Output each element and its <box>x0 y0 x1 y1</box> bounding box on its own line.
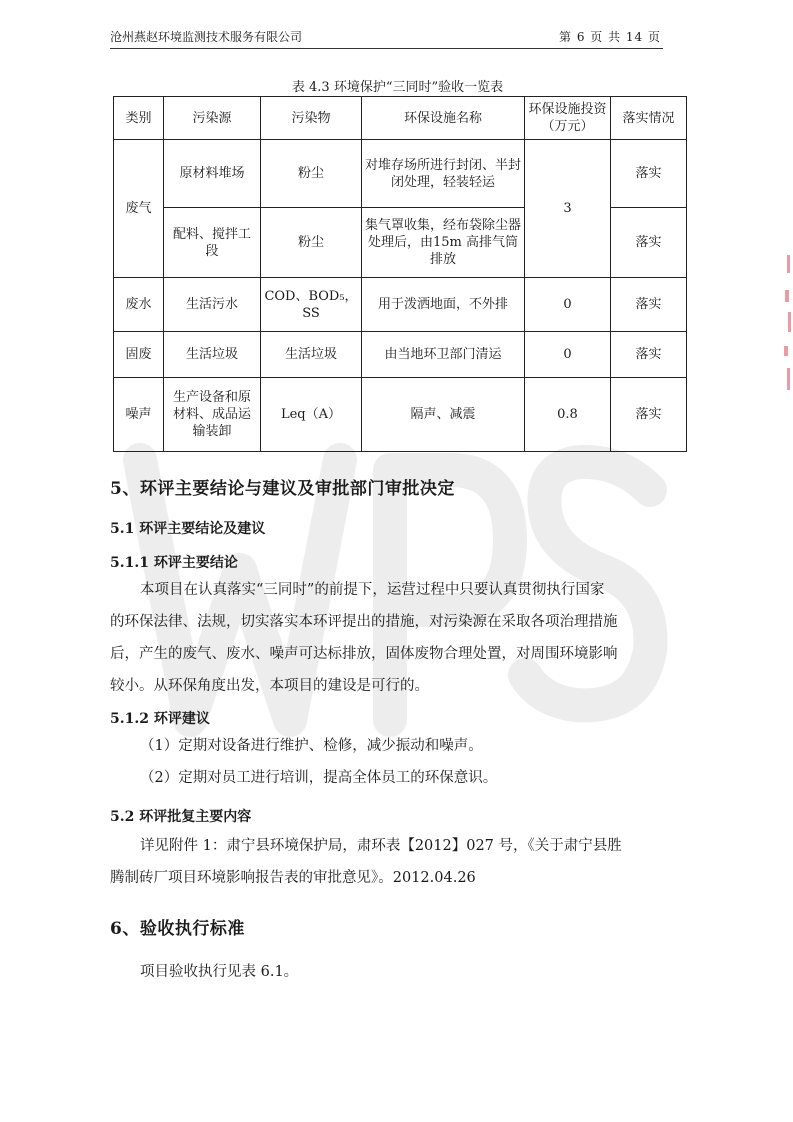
cell-pollutant: COD、BOD₅，SS <box>261 278 362 332</box>
cell-source: 生活污水 <box>164 278 261 332</box>
page-header <box>110 26 663 49</box>
section-6-title: 6、验收执行标准 <box>110 919 245 939</box>
paragraph-line: 后，产生的废气、废水、噪声可达标排放，固体废物合理处置，对周围环境影响 <box>110 646 618 662</box>
cell-category: 固废 <box>114 332 164 378</box>
section-5-1-1-title: 5.1.1 环评主要结论 <box>110 555 238 571</box>
table-row <box>114 140 687 208</box>
cell-source: 配料、搅拌工段 <box>164 208 261 278</box>
header-facility: 环保设施名称 <box>362 97 525 140</box>
cell-status: 落实 <box>611 278 687 332</box>
section-5-title: 5、环评主要结论与建议及审批部门审批决定 <box>110 479 455 499</box>
table-caption: 表 4.3 环境保护“三同时”验收一览表 <box>291 80 504 95</box>
cell-status: 落实 <box>611 208 687 278</box>
standard-paragraph <box>110 956 665 988</box>
header-investment: 环保设施投资（万元） <box>525 97 611 140</box>
cell-pollutant: 生活垃圾 <box>261 332 362 378</box>
paragraph-line: 本项目在认真落实“三同时”的前提下，运营过程中只要认真贯彻执行国家 <box>140 582 605 598</box>
table-row <box>114 278 687 332</box>
cell-category: 噪声 <box>114 378 164 452</box>
company-name: 沧州燕赵环境监测技术服务有限公司 <box>110 30 303 44</box>
cell-facility: 由当地环卫部门清运 <box>362 332 525 378</box>
cell-pollutant: Leq（A） <box>261 378 362 452</box>
cell-facility: 用于泼洒地面，不外排 <box>362 278 525 332</box>
cell-investment: 0 <box>525 332 611 378</box>
paragraph-line: 腾制砖厂项目环境影响报告表的审批意见》。2012.04.26 <box>110 870 476 886</box>
paragraph-line: 的环保法律、法规，切实落实本环评提出的措施，对污染源在采取各项治理措施 <box>110 614 618 630</box>
header-status: 落实情况 <box>611 97 687 140</box>
conclusion-paragraph <box>110 574 665 702</box>
cell-source: 生活垃圾 <box>164 332 261 378</box>
page-number: 第 6 页 共 14 页 <box>559 30 661 44</box>
table-row <box>114 378 687 452</box>
cell-source: 生产设备和原材料、成品运输装卸 <box>164 378 261 452</box>
header-source: 污染源 <box>164 97 261 140</box>
header-category: 类别 <box>114 97 164 140</box>
cell-pollutant: 粉尘 <box>261 140 362 208</box>
paragraph-line: 较小。从环保角度出发，本项目的建设是可行的。 <box>110 678 429 694</box>
table-row <box>114 332 687 378</box>
section-5-1-2-title: 5.1.2 环评建议 <box>110 711 210 727</box>
seal-stamp-edge <box>773 250 793 410</box>
section-5-1-title: 5.1 环评主要结论及建议 <box>110 521 266 537</box>
approval-paragraph <box>110 830 665 894</box>
section-5-2-title: 5.2 环评批复主要内容 <box>110 809 252 825</box>
cell-status: 落实 <box>611 332 687 378</box>
list-item: （2）定期对员工进行培训，提高全体员工的环保意识。 <box>140 770 498 786</box>
table-header-row <box>114 97 687 140</box>
three-simultaneous-table <box>113 96 687 452</box>
header-pollutant: 污染物 <box>261 97 362 140</box>
paragraph-line: 项目验收执行见表 6.1。 <box>140 964 299 980</box>
cell-category: 废水 <box>114 278 164 332</box>
cell-facility: 隔声、减震 <box>362 378 525 452</box>
cell-investment: 0 <box>525 278 611 332</box>
list-item: （1）定期对设备进行维护、检修，减少振动和噪声。 <box>140 738 483 754</box>
cell-status: 落实 <box>611 378 687 452</box>
cell-investment: 3 <box>525 140 611 278</box>
cell-source: 原材料堆场 <box>164 140 261 208</box>
cell-status: 落实 <box>611 140 687 208</box>
cell-facility: 对堆存场所进行封闭、半封闭处理，轻装轻运 <box>362 140 525 208</box>
paragraph-line: 详见附件 1：肃宁县环境保护局，肃环表【2012】027 号，《关于肃宁县胜 <box>140 838 622 854</box>
cell-facility: 集气罩收集，经布袋除尘器处理后，由15m 高排气筒排放 <box>362 208 525 278</box>
suggestion-list <box>110 730 665 794</box>
cell-category: 废气 <box>114 140 164 278</box>
cell-pollutant: 粉尘 <box>261 208 362 278</box>
cell-investment: 0.8 <box>525 378 611 452</box>
